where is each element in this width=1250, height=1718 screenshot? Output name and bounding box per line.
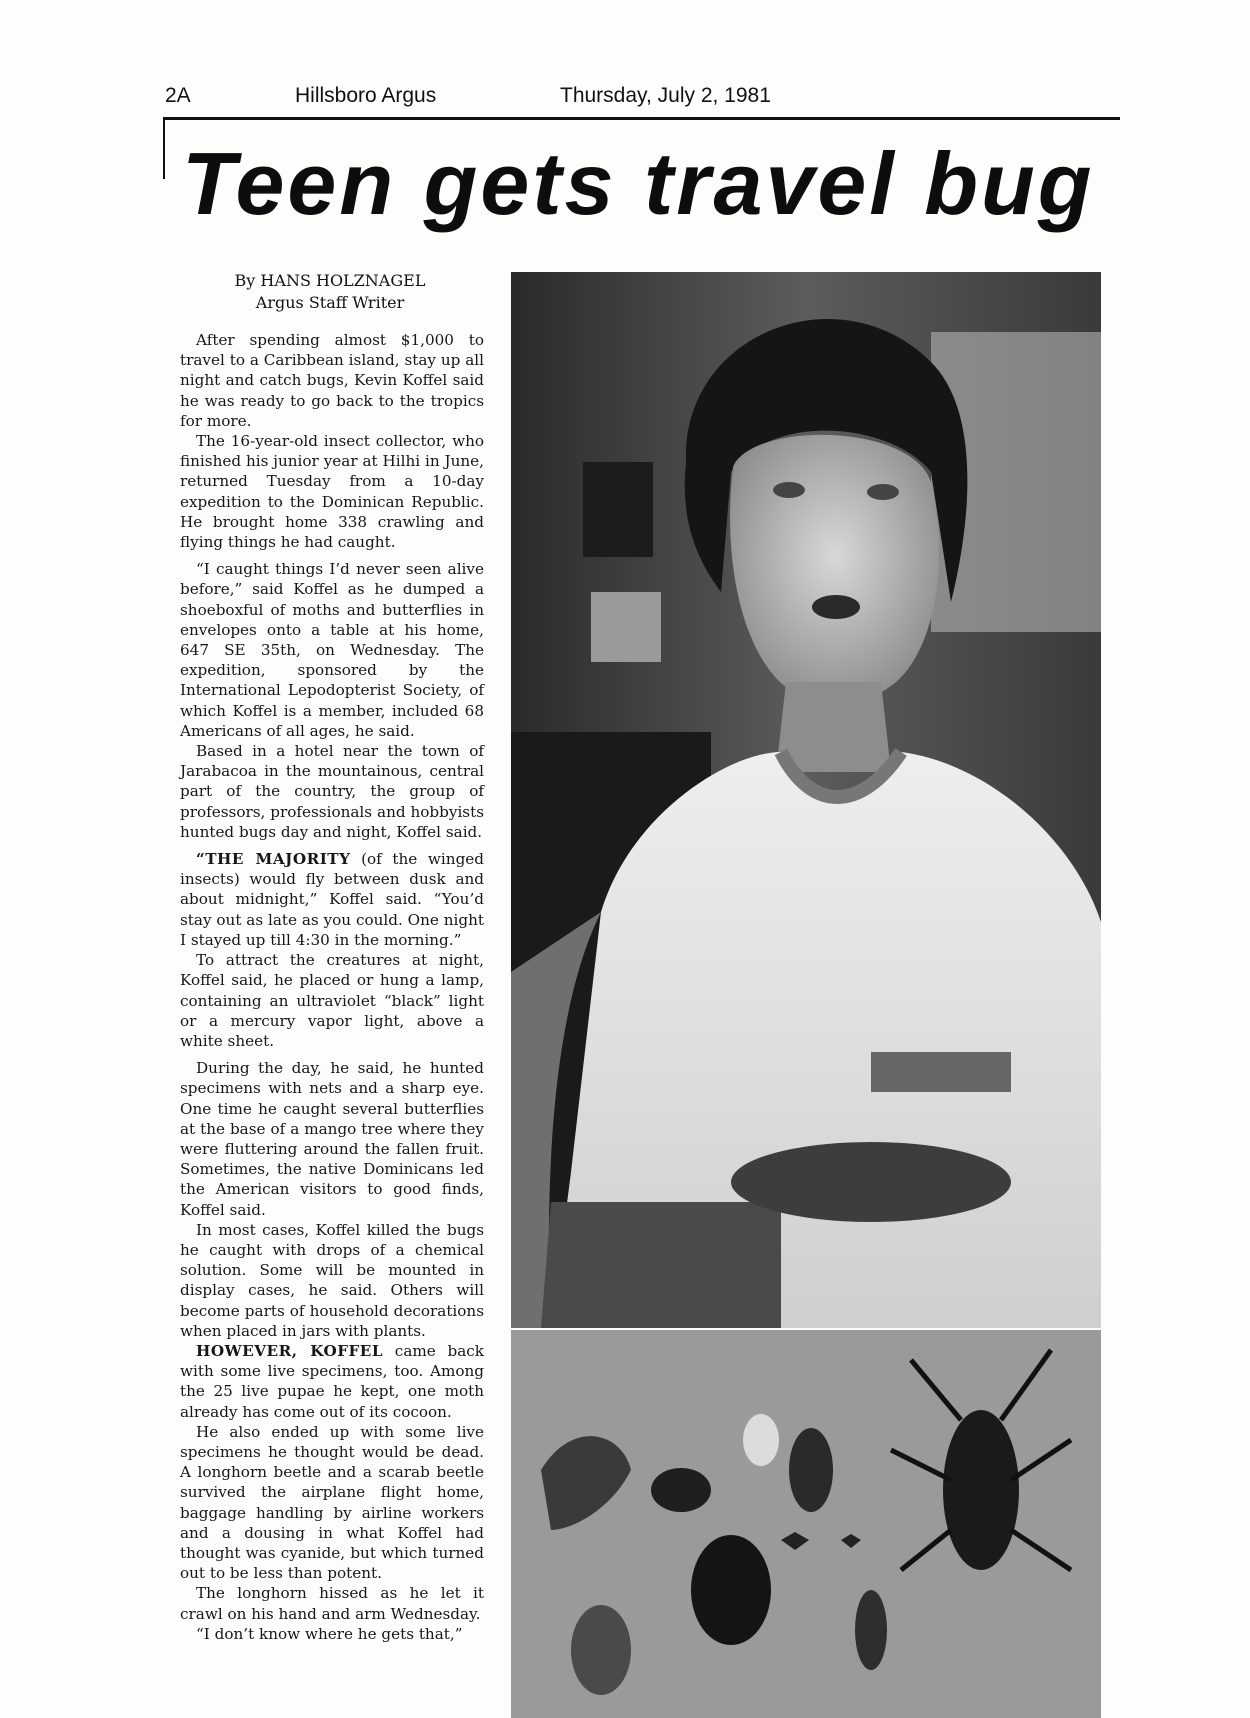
left-rule (163, 119, 165, 179)
article-body (180, 330, 484, 1644)
paragraph-text: came back with some live specimens, too. Among the 25 live pupae he kept, one moth already has come out of its cocoon. (180, 1341, 485, 1421)
paragraph: After spending almost $1,000 to travel to a Caribbean island, stay up all night and catch bugs, Kevin Koffel said he was ready to go back to the tropics for more. (180, 331, 484, 430)
paragraph-text: (of the winged insects) would fly between dusk and about midnight,” Koffel said. “You’d stay out as late as you could. One night I stayed up till 4:30 in the morning.” (180, 850, 484, 949)
beetle-specimen (855, 1590, 887, 1670)
paragraph: Based in a hotel near the town of Jarabacoa in the mountainous, central part of the country, the group of professors, professionals and hobbyists hunted bugs day and night, Koffel said. (180, 742, 484, 841)
scarab-beetle (691, 1535, 771, 1645)
headline: Teen gets travel bug (182, 134, 1095, 233)
masthead (165, 84, 1120, 114)
paragraph: “I caught things I’d never seen alive before,” said Koffel as he dumped a shoeboxful of moths and butterflies in envelopes onto a table at his home, 647 SE 35th, on Wednesday. The expedition, sponsored by the International Lepodopterist Society, of which Koffel is a member, included 68 Americans of all ages, he said. (180, 560, 484, 740)
paragraph: The 16-year-old insect collector, who finished his junior year at Hilhi in June, returned Tuesday from a 10-day expedition to the Dominican Republic. He brought home 338 crawling and flying things he had caught. (180, 432, 484, 552)
paragraph (180, 1341, 484, 1422)
shirt-graphic-label (871, 1052, 1011, 1092)
pupa-specimen (743, 1414, 779, 1466)
byline-role: Argus Staff Writer (255, 293, 405, 312)
portrait-illustration (511, 272, 1101, 1328)
arm (541, 1202, 781, 1328)
wall-frame (583, 462, 653, 557)
paragraph (180, 849, 484, 950)
mouth (812, 595, 860, 619)
wall-calendar (591, 592, 661, 662)
cicada-specimen (571, 1605, 631, 1695)
paragraph: In most cases, Koffel killed the bugs he caught with drops of a chemical solution. Some will be mounted in display cases, he said. Others will become parts of household decorations when placed in jars with plants. (180, 1220, 484, 1340)
portrait-photo (511, 272, 1101, 1328)
page-number: 2A (165, 84, 191, 107)
shirt-graphic (731, 1142, 1011, 1222)
paragraph: To attract the creatures at night, Koffel said, he placed or hung a lamp, containing an ultraviolet “black” light or a mercury vapor light, above a white sheet. (180, 951, 484, 1050)
paragraph: The longhorn hissed as he let it crawl on his hand and arm Wednesday. (180, 1584, 484, 1623)
paragraph-lead: “THE MAJORITY (196, 850, 351, 869)
insect-specimens-photo (511, 1330, 1101, 1718)
paragraph: He also ended up with some live specimens he thought would be dead. A longhorn beetle and a scarab beetle survived the airplane flight home, baggage handling by airline workers and a dousing in what Koffel had thought was cyanide, but which turned out to be less than potent. (180, 1422, 484, 1583)
byline (180, 270, 480, 314)
paragraph: “I don’t know where he gets that,” (196, 1624, 463, 1643)
paper-name: Hillsboro Argus (295, 84, 437, 107)
paragraph-lead: HOWEVER, KOFFEL (196, 1341, 384, 1360)
neck (776, 682, 891, 772)
right-eye (867, 484, 899, 500)
left-eye (773, 482, 805, 498)
beetle-specimen (651, 1468, 711, 1512)
header-rule (163, 117, 1120, 120)
byline-author: By HANS HOLZNAGEL (234, 271, 426, 290)
beetle-specimen (789, 1428, 833, 1512)
paragraph: During the day, he said, he hunted specimens with nets and a sharp eye. One time he caught several butterflies at the base of a mango tree where they were fluttering around the fallen fruit. Sometimes, the native Dominicans led the American visitors to good finds, Koffel said. (180, 1059, 484, 1219)
issue-date: Thursday, July 2, 1981 (560, 84, 771, 107)
specimens-illustration (511, 1330, 1101, 1718)
